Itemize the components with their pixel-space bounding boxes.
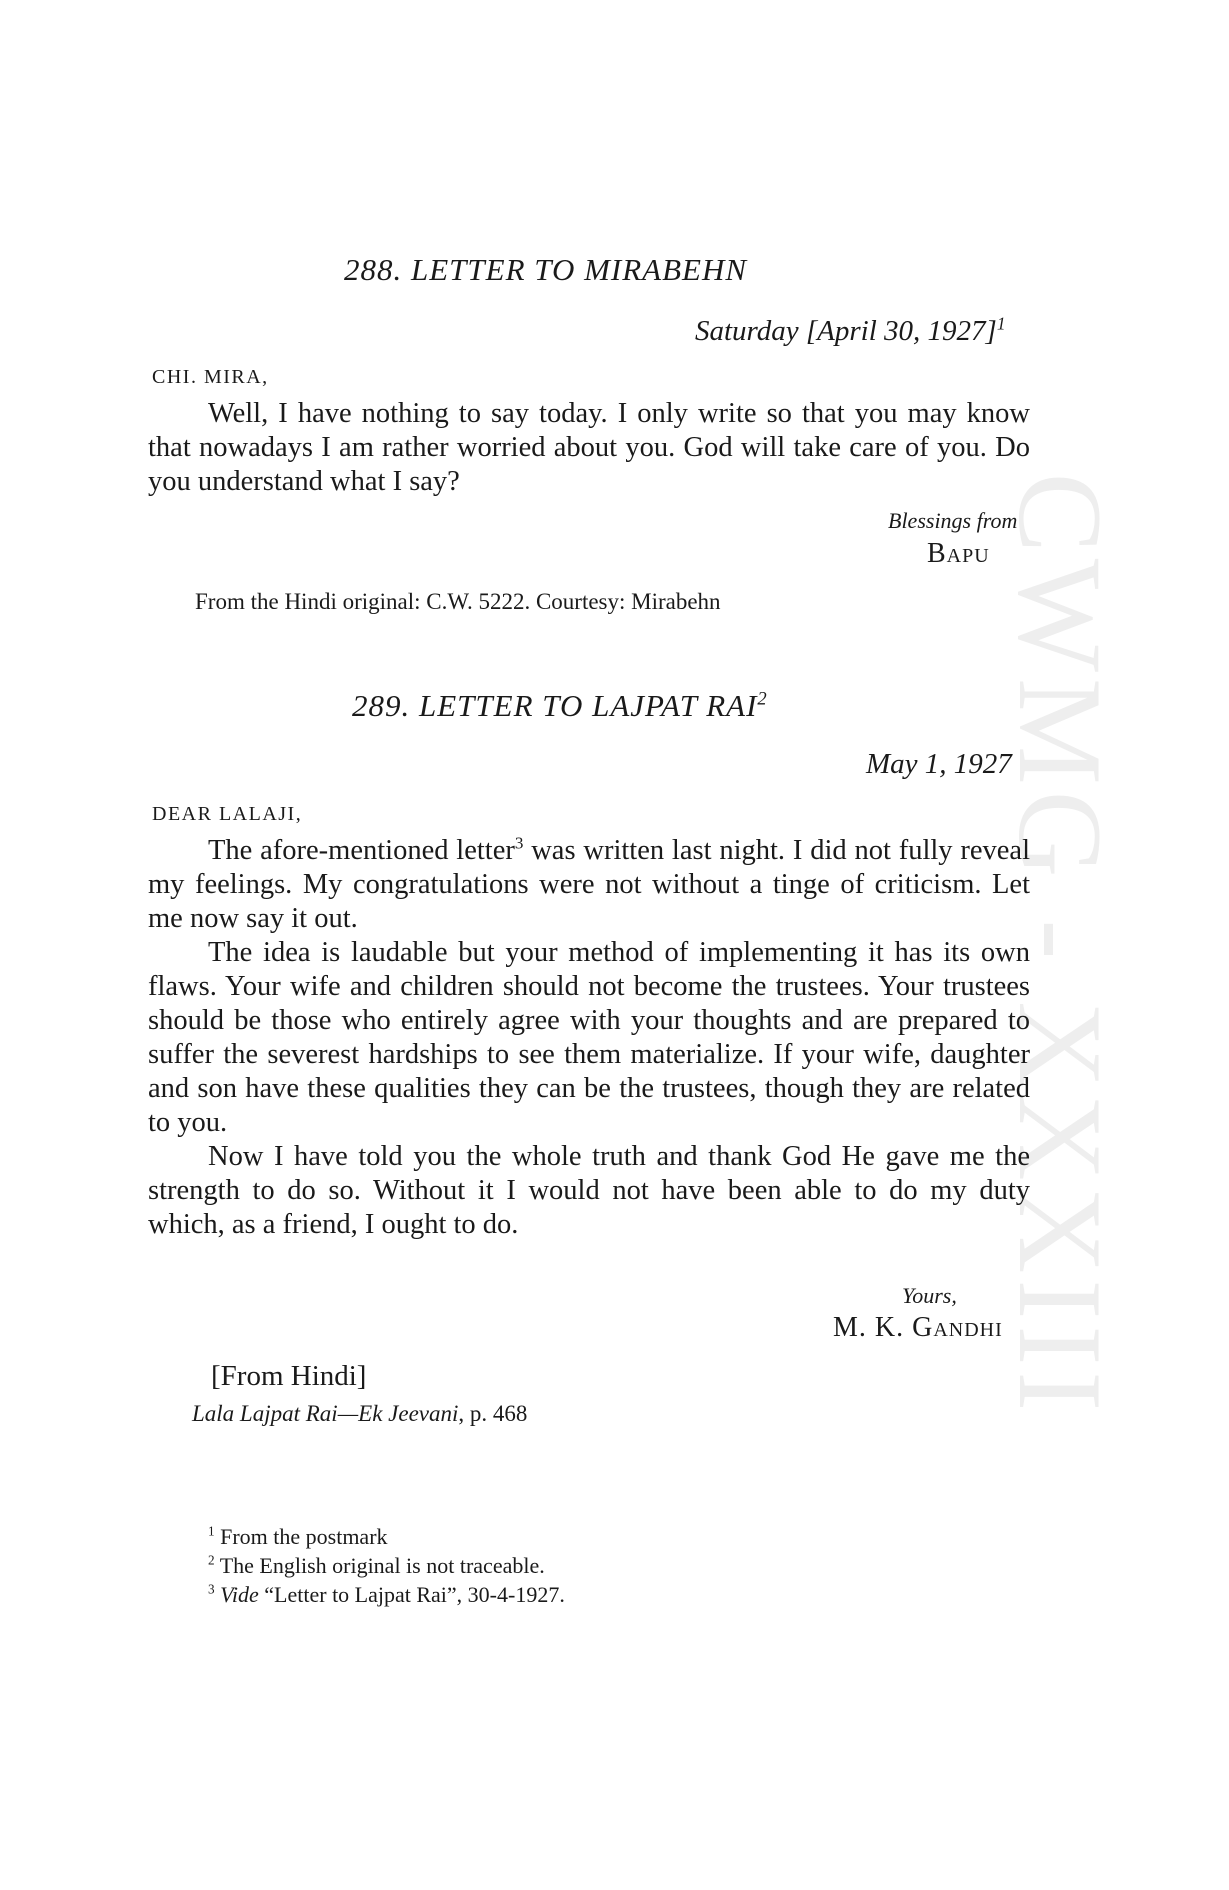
letter-288-closing: Blessings from — [888, 508, 1018, 533]
letter-288-date: Saturday [April 30, 1927]$^1$ — [695, 313, 1006, 347]
footnote-ref: 1 — [996, 313, 1006, 334]
letter-289-source-language: [From Hindi] — [211, 1360, 367, 1392]
footnote-1: $^1$ From the postmark — [208, 1523, 388, 1549]
letter-289-date: May 1, 1927 — [866, 748, 1012, 780]
letter-288-salutation: CHI. MIRA, — [152, 366, 269, 388]
footnote-ref: 2 — [757, 688, 768, 710]
letter-289-paragraph-3: Now I have told you the whole truth and thank God He gave me the strength to do so. Without it I would not have been able to do my duty which, as a friend, I ought to do. — [148, 1141, 1030, 1240]
letter-289-paragraph-2: The idea is laudable but your method of implementing it has its own flaws. Your wife and children should not become the trustees. Your trustees should be those who entirely agree with your thoughts and are prepared to suffer the severest hardships to see them materialize. If your wife, daughter and son have these qualities they can be the trustees, though they are related to you. — [148, 937, 1030, 1138]
footnote-2: $^2$ The English original is not traceable. — [208, 1552, 545, 1578]
letter-289-signature: M. K. Gandhi — [833, 1312, 1003, 1343]
letter-289-heading: 289. LETTER TO LAJPAT RAI$^2$ — [352, 688, 768, 723]
letter-289-salutation: DEAR LALAJI, — [152, 803, 303, 825]
letter-288-signature: Bapu — [927, 538, 990, 569]
letter-289-closing: Yours, — [902, 1283, 957, 1308]
letter-288-heading: 288. LETTER TO MIRABEHN — [344, 252, 748, 287]
letter-288-source: From the Hindi original: C.W. 5222. Courtesy: Mirabehn — [195, 589, 721, 614]
letter-288-body: Well, I have nothing to say today. I only write so that you may know that nowadays I am rather worried about you. God will take care of you. Do you understand what I say? — [148, 398, 1030, 497]
letter-289-body — [148, 834, 1030, 1242]
footnote-3: $^3$ Vide “Letter to Lajpat Rai”, 30-4-1927. — [208, 1581, 565, 1607]
letter-289-paragraph-1: The afore-mentioned letter$^3$ was written last night. I did not fully reveal my feelings. My congratulations were not without a tinge of criticism. Let me now say it out. — [148, 833, 1030, 934]
footnote-ref: 3 — [514, 833, 524, 853]
letter-289-source-citation: Lala Lajpat Rai—Ek Jeevani, p. 468 — [192, 1401, 528, 1426]
watermark: CWMG - XXXIII — [994, 472, 1128, 1418]
